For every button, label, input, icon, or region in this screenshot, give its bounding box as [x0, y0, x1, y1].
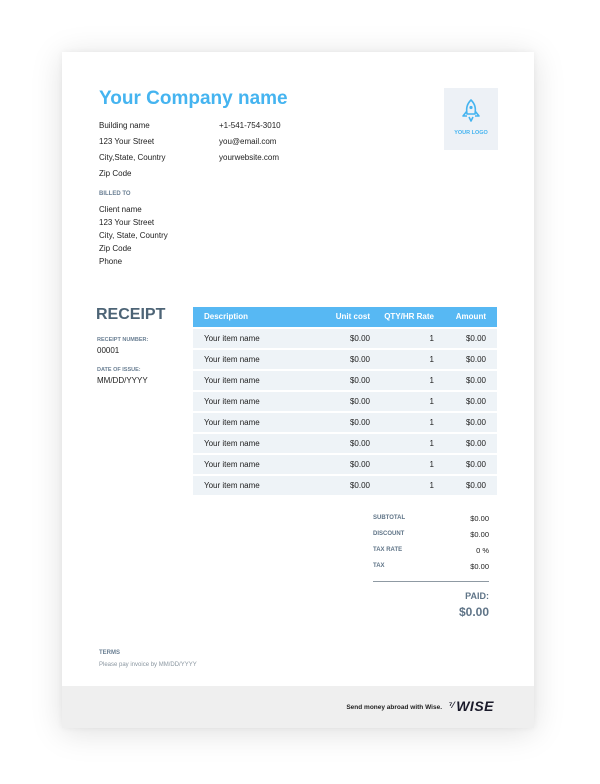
items-table [193, 307, 497, 495]
receipt-page [62, 52, 534, 728]
table-row [193, 392, 497, 411]
item-description: Your item name [204, 334, 260, 343]
item-amount: $0.00 [465, 334, 486, 343]
item-qty: 1 [429, 376, 434, 385]
address-line: Building name [99, 121, 150, 130]
item-qty: 1 [429, 439, 434, 448]
receipt-title: RECEIPT [96, 306, 166, 323]
item-amount: $0.00 [465, 418, 486, 427]
billed-to-label: BILLED TO [99, 191, 131, 197]
item-amount: $0.00 [465, 481, 486, 490]
item-qty: 1 [429, 355, 434, 364]
table-row [193, 371, 497, 390]
tax-rate-row [373, 544, 489, 560]
totals-divider [373, 581, 489, 582]
company-address [99, 118, 166, 182]
table-row [193, 329, 497, 348]
totals-block [373, 512, 489, 576]
paid-value: $0.00 [458, 605, 489, 619]
item-amount: $0.00 [465, 439, 486, 448]
item-amount: $0.00 [465, 376, 486, 385]
header-qty: QTY/HR Rate [384, 312, 434, 321]
item-description: Your item name [204, 418, 260, 427]
header-unit-cost: Unit cost [335, 312, 370, 321]
item-qty: 1 [429, 397, 434, 406]
item-unit-cost: $0.00 [349, 439, 370, 448]
table-row [193, 476, 497, 495]
table-row [193, 455, 497, 474]
item-description: Your item name [204, 376, 260, 385]
header-amount: Amount [455, 312, 486, 321]
item-description: Your item name [204, 481, 260, 490]
wise-flag-icon: ⁷⁄ [448, 700, 454, 710]
item-description: Your item name [204, 439, 260, 448]
item-qty: 1 [429, 460, 434, 469]
receipt-number-label: RECEIPT NUMBER: [97, 337, 149, 343]
email: you@email.com [219, 137, 277, 146]
item-unit-cost: $0.00 [349, 397, 370, 406]
paid-label: PAID: [465, 591, 489, 601]
item-amount: $0.00 [465, 460, 486, 469]
discount-label: DISCOUNT [373, 531, 405, 537]
tax-value: $0.00 [470, 562, 489, 571]
item-unit-cost: $0.00 [349, 355, 370, 364]
date-of-issue-label: DATE OF ISSUE: [97, 367, 141, 373]
receipt-number: 00001 [97, 346, 120, 355]
date-of-issue: MM/DD/YYYY [97, 376, 148, 385]
table-header [193, 307, 497, 327]
item-qty: 1 [429, 334, 434, 343]
table-row [193, 413, 497, 432]
terms-text: Please pay invoice by MM/DD/YYYY [99, 662, 197, 668]
item-unit-cost: $0.00 [349, 481, 370, 490]
tax-label: TAX [373, 563, 385, 569]
client-line: Zip Code [99, 244, 132, 253]
discount-value: $0.00 [470, 530, 489, 539]
item-description: Your item name [204, 460, 260, 469]
item-amount: $0.00 [465, 397, 486, 406]
item-qty: 1 [429, 418, 434, 427]
logo-placeholder [444, 88, 498, 150]
tax-rate-label: TAX RATE [373, 547, 403, 553]
rocket-icon [460, 98, 482, 124]
subtotal-label: SUBTOTAL [373, 515, 406, 521]
wise-logo: WISE [456, 698, 494, 714]
table-row [193, 350, 497, 369]
item-unit-cost: $0.00 [349, 334, 370, 343]
billed-to-block [99, 203, 168, 268]
footer-text: Send money abroad with Wise. [346, 704, 442, 711]
subtotal-value: $0.00 [470, 514, 489, 523]
tax-row [373, 560, 489, 576]
phone: +1-541-754-3010 [219, 121, 281, 130]
address-line: 123 Your Street [99, 137, 155, 146]
item-qty: 1 [429, 481, 434, 490]
discount-row [373, 528, 489, 544]
website: yourwebsite.com [219, 153, 280, 162]
item-unit-cost: $0.00 [349, 460, 370, 469]
item-description: Your item name [204, 397, 260, 406]
terms-label: TERMS [99, 650, 120, 656]
footer-banner [62, 686, 534, 728]
client-line: 123 Your Street [99, 218, 155, 227]
item-description: Your item name [204, 355, 260, 364]
tax-rate-value: 0 % [476, 546, 489, 555]
subtotal-row [373, 512, 489, 528]
company-name: Your Company name [99, 88, 288, 109]
item-amount: $0.00 [465, 355, 486, 364]
table-row [193, 434, 497, 453]
company-contact [219, 118, 281, 166]
client-line: Phone [99, 257, 123, 266]
address-line: City,State, Country [99, 153, 166, 162]
item-unit-cost: $0.00 [349, 376, 370, 385]
item-unit-cost: $0.00 [349, 418, 370, 427]
client-line: Client name [99, 205, 142, 214]
address-line: Zip Code [99, 169, 132, 178]
logo-text: YOUR LOGO [454, 130, 488, 136]
client-line: City, State, Country [99, 231, 168, 240]
header-description: Description [204, 312, 249, 321]
